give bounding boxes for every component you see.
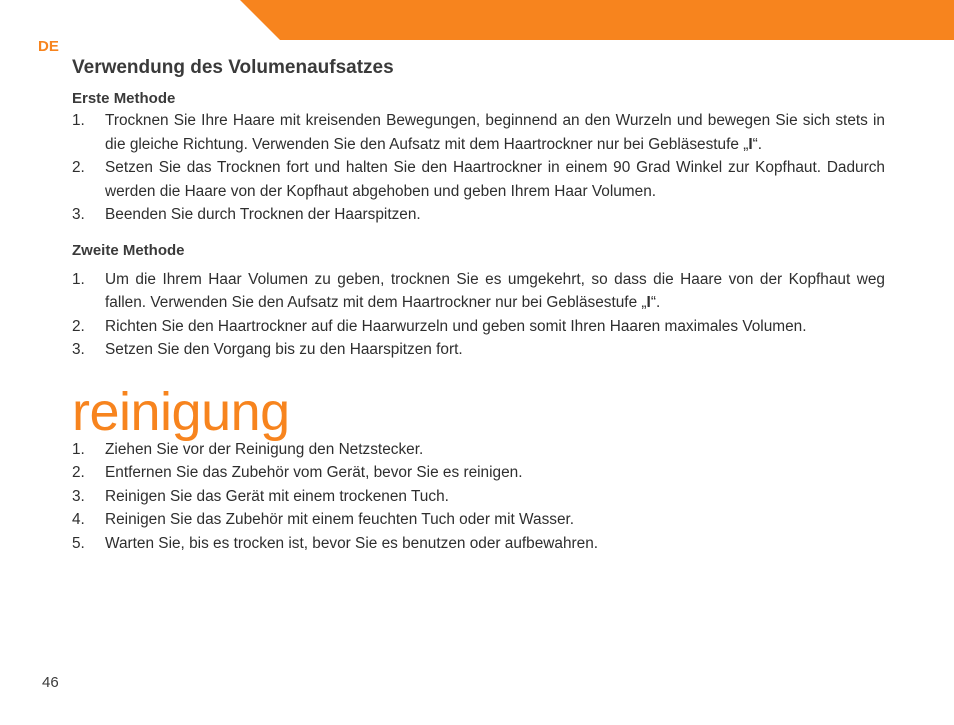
section-title: Verwendung des Volumenaufsatzes: [72, 57, 394, 78]
list-item: 1. Um die Ihrem Haar Volumen zu geben, trocknen Sie es umgekehrt, so dass die Haare von der Kopfhaut weg fallen. Verwenden Sie den Aufsatz mit dem Haartrockner nur bei Gebläsestufe „I“.: [72, 270, 885, 311]
method1-list: [72, 109, 885, 227]
list-item: 2. Entfernen Sie das Zubehör vom Gerät, bevor Sie es reinigen.: [72, 464, 523, 481]
list-item: 3. Reinigen Sie das Gerät mit einem trockenen Tuch.: [72, 487, 449, 505]
main-content: [72, 56, 885, 555]
method2-list: [72, 268, 885, 362]
method2-title: Zweite Methode: [72, 241, 185, 259]
list-item: 2. Setzen Sie das Trocknen fort und halten Sie den Haartrockner in einem 90 Grad Winkel zur Kopfhaut. Dadurch werden die Haare von der Kopfhaut abgehoben und geben Ihrem Haar Volumen.: [72, 159, 885, 200]
cleaning-list: [72, 438, 885, 556]
list-item: 1. Ziehen Sie vor der Reinigung den Netzstecker.: [72, 440, 424, 458]
list-item: 5. Warten Sie, bis es trocken ist, bevor Sie es benutzen oder aufbewahren.: [72, 534, 599, 552]
header-banner: [240, 0, 954, 40]
list-item: 1. Trocknen Sie Ihre Haare mit kreisenden Bewegungen, beginnend an den Wurzeln und bewegen Sie sich stets in die gleiche Richtung. Verwenden Sie den Aufsatz mit dem Haartrockner nur bei Gebläsestufe „I“.: [72, 112, 885, 153]
list-item: 3. Beenden Sie durch Trocknen der Haarspitzen.: [72, 206, 421, 223]
cleaning-title: reinigung: [72, 381, 290, 442]
language-tag: DE: [38, 38, 59, 55]
method1-title: Erste Methode: [72, 90, 176, 107]
list-item: 2. Richten Sie den Haartrockner auf die Haarwurzeln und geben somit Ihren Haaren maximales Volumen.: [72, 317, 807, 335]
list-item: 4. Reinigen Sie das Zubehör mit einem feuchten Tuch oder mit Wasser.: [72, 511, 575, 528]
page-number: 46: [42, 674, 59, 691]
list-item: 3. Setzen Sie den Vorgang bis zu den Haarspitzen fort.: [72, 341, 463, 358]
